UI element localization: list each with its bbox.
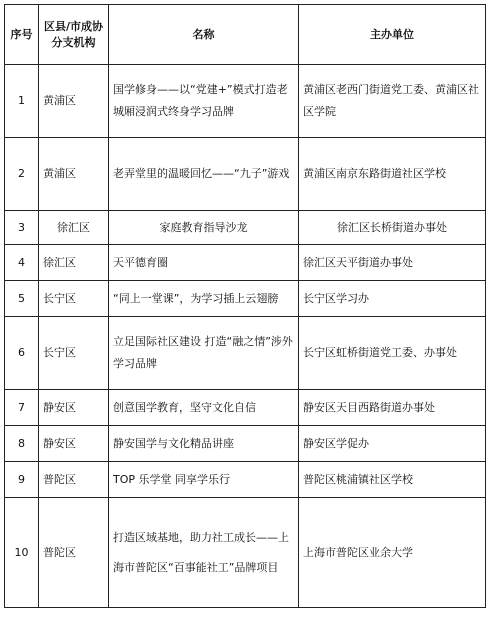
table-row [5, 317, 486, 390]
table-row [5, 211, 486, 245]
row-name: 国学修身——以“党建+”模式打造老城厢浸润式终身学习品牌 [109, 65, 299, 138]
row-district: 黄浦区 [39, 65, 109, 138]
row-name: TOP 乐学堂 同享学乐行 [109, 462, 299, 498]
row-district: 黄浦区 [39, 138, 109, 211]
table-row [5, 65, 486, 138]
row-district: 徐汇区 [39, 211, 109, 245]
row-no: 7 [5, 390, 39, 426]
table-row [5, 426, 486, 462]
table-row [5, 390, 486, 426]
header-district: 区县/市成协分支机构 [39, 5, 109, 65]
header-name: 名称 [109, 5, 299, 65]
row-district: 长宁区 [39, 317, 109, 390]
row-no: 1 [5, 65, 39, 138]
row-host: 黄浦区老西门街道党工委、黄浦区社区学院 [299, 65, 486, 138]
row-name: 家庭教育指导沙龙 [109, 211, 299, 245]
row-no: 6 [5, 317, 39, 390]
header-seq: 序号 [5, 5, 39, 65]
row-no: 5 [5, 281, 39, 317]
brand-project-table [4, 4, 486, 608]
table-row [5, 138, 486, 211]
row-host: 徐汇区长桥街道办事处 [299, 211, 486, 245]
row-name: 天平德育圈 [109, 245, 299, 281]
row-no: 10 [5, 498, 39, 608]
row-no: 9 [5, 462, 39, 498]
row-no: 2 [5, 138, 39, 211]
row-name: 立足国际社区建设 打造“融之情”涉外学习品牌 [109, 317, 299, 390]
row-district: 普陀区 [39, 498, 109, 608]
row-district: 长宁区 [39, 281, 109, 317]
row-host: 黄浦区南京东路街道社区学校 [299, 138, 486, 211]
row-district: 徐汇区 [39, 245, 109, 281]
header-host: 主办单位 [299, 5, 486, 65]
row-host: 普陀区桃浦镇社区学校 [299, 462, 486, 498]
row-no: 4 [5, 245, 39, 281]
row-name: “同上一堂课”，为学习插上云翅膀 [109, 281, 299, 317]
row-name: 创意国学教育，坚守文化自信 [109, 390, 299, 426]
row-name: 静安国学与文化精品讲座 [109, 426, 299, 462]
table-row [5, 462, 486, 498]
row-host: 长宁区虹桥街道党工委、办事处 [299, 317, 486, 390]
row-district: 静安区 [39, 426, 109, 462]
row-name: 打造区域基地，助力社工成长——上海市普陀区“百事能社工”品牌项目 [109, 498, 299, 608]
table-row [5, 281, 486, 317]
table-container [4, 4, 486, 608]
row-host: 长宁区学习办 [299, 281, 486, 317]
table-header-row [5, 5, 486, 65]
row-host: 静安区天目西路街道办事处 [299, 390, 486, 426]
row-no: 3 [5, 211, 39, 245]
table-row [5, 245, 486, 281]
table-row [5, 498, 486, 608]
row-host: 静安区学促办 [299, 426, 486, 462]
row-no: 8 [5, 426, 39, 462]
row-host: 上海市普陀区业余大学 [299, 498, 486, 608]
row-name: 老弄堂里的温暖回忆——“九子”游戏 [109, 138, 299, 211]
row-host: 徐汇区天平街道办事处 [299, 245, 486, 281]
row-district: 静安区 [39, 390, 109, 426]
row-district: 普陀区 [39, 462, 109, 498]
